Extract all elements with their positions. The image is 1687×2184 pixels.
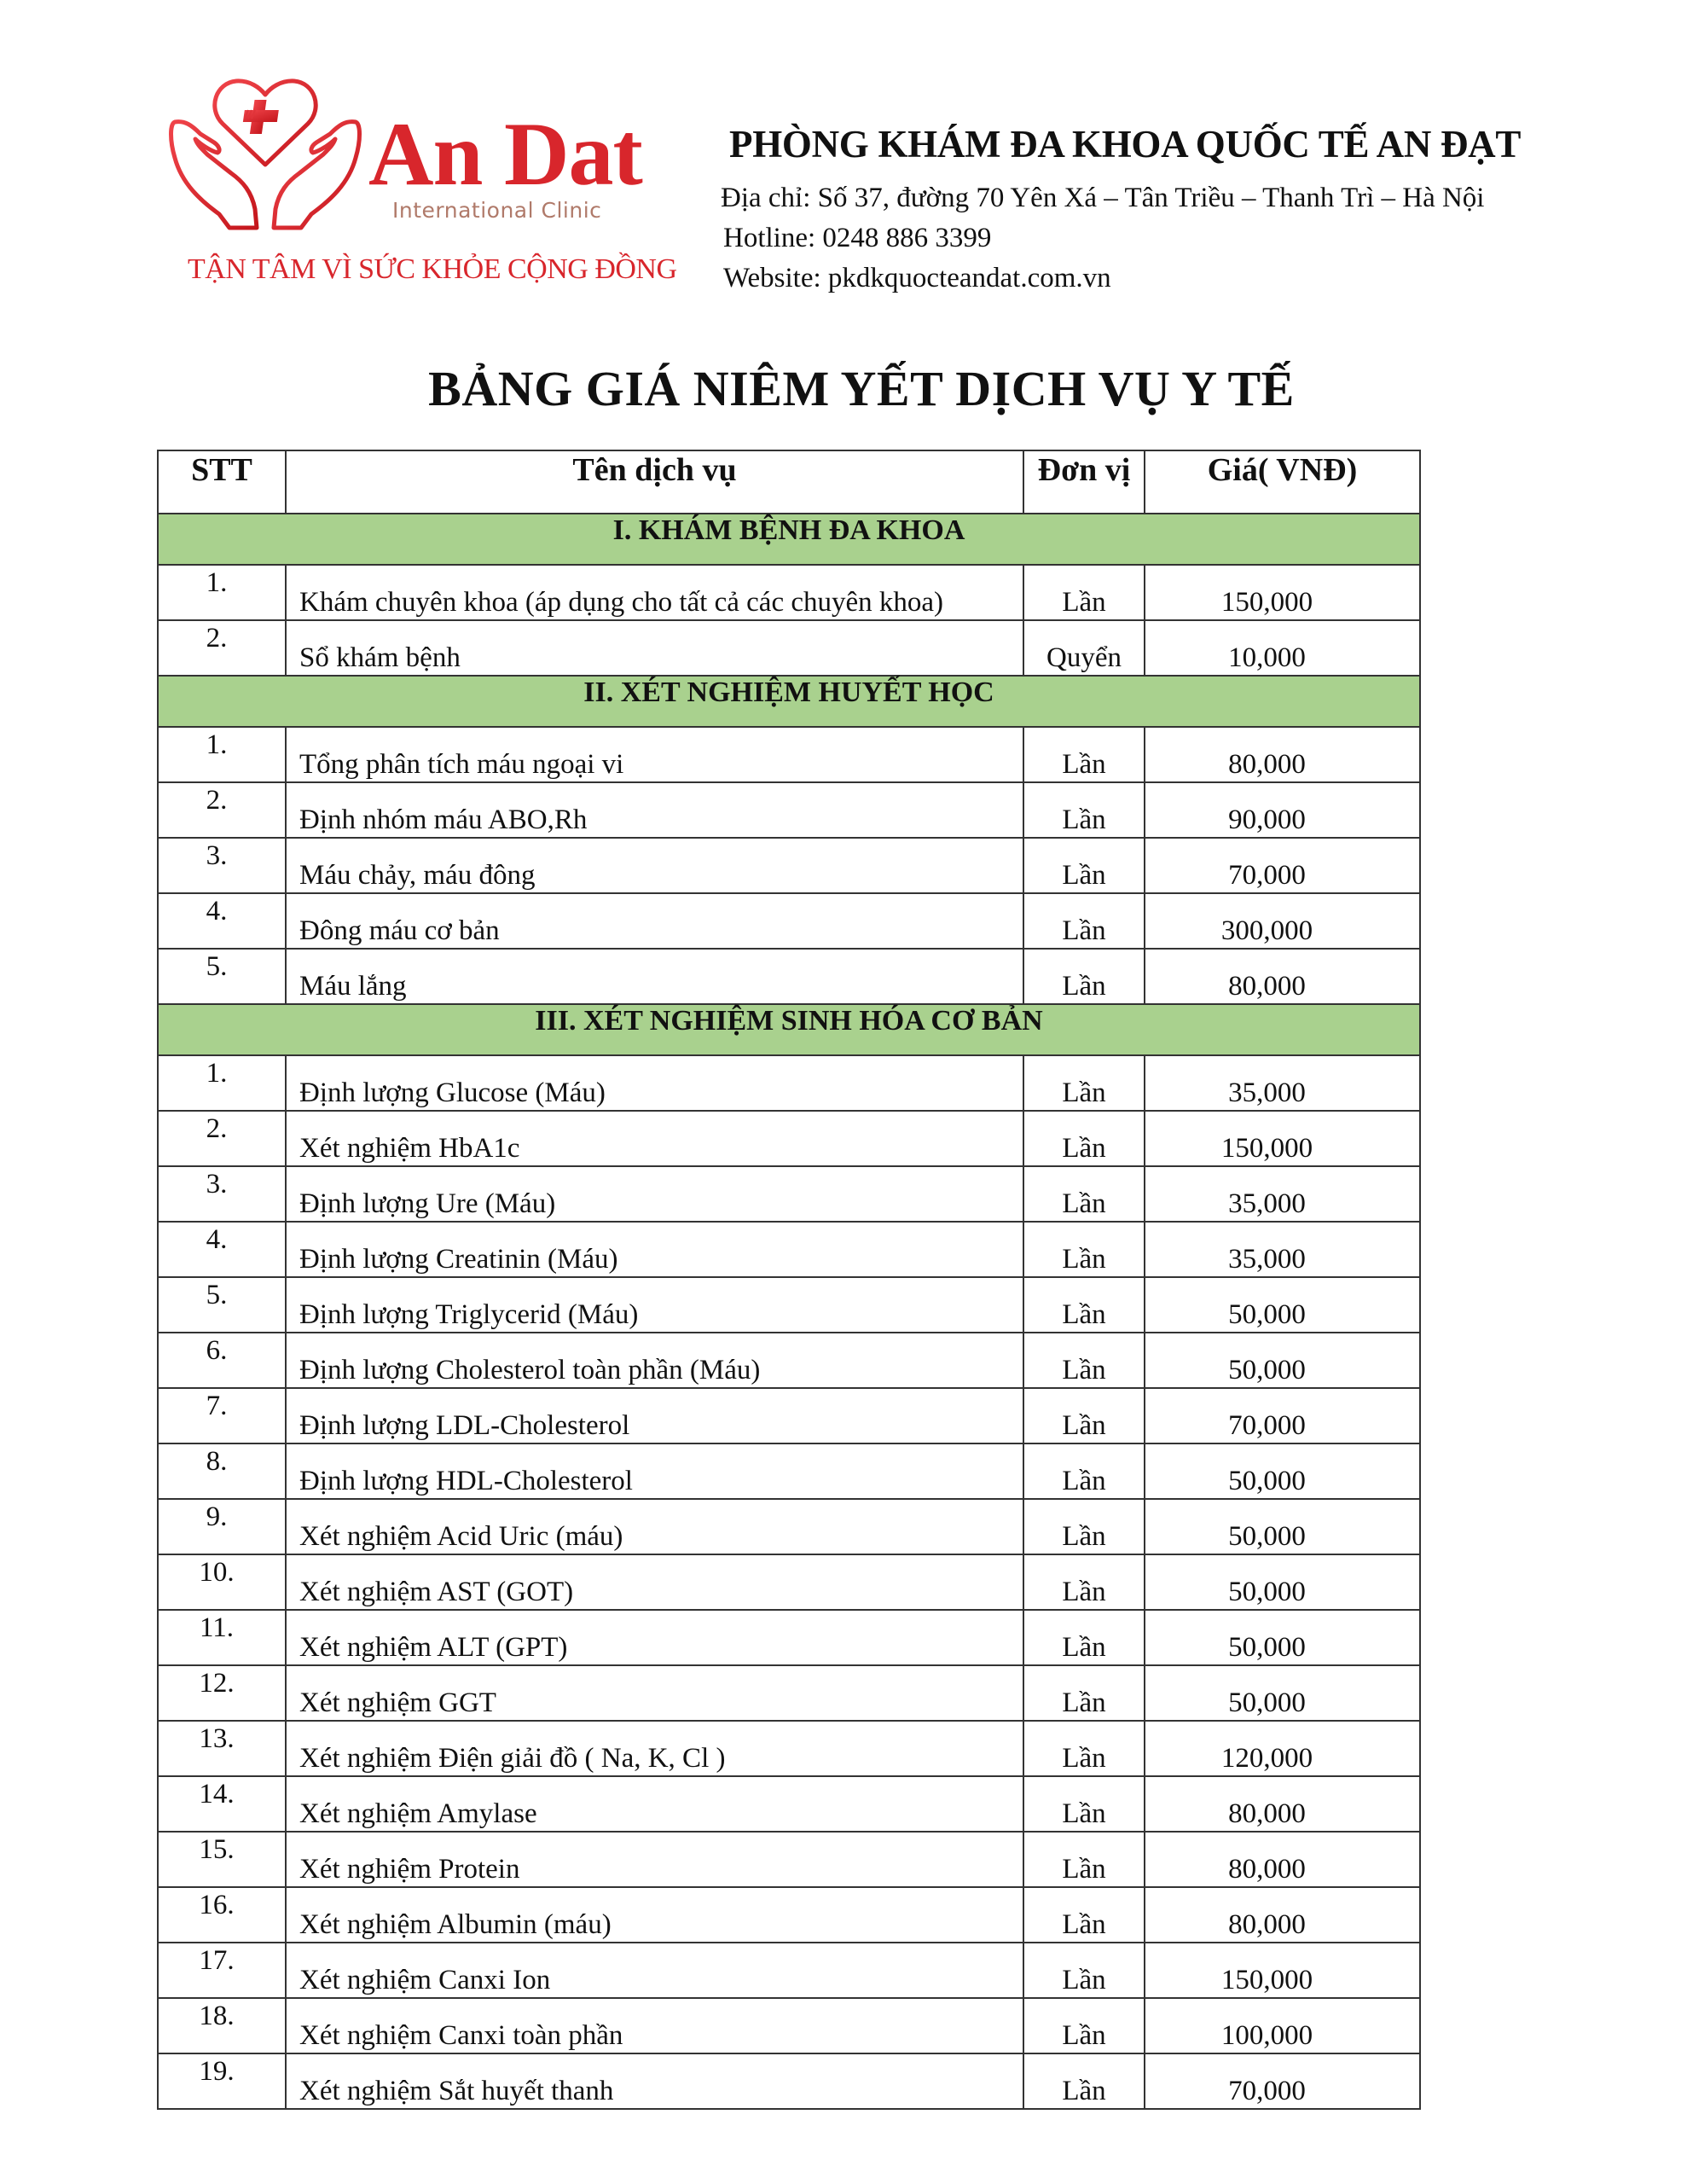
logo-hands-heart-icon [166, 73, 364, 236]
service-price: 90,000 [1228, 804, 1306, 835]
service-unit-cell [1023, 1443, 1145, 1499]
service-price-cell [1145, 1832, 1420, 1887]
price-table [157, 450, 1421, 2110]
row-number: 4. [206, 1224, 228, 1255]
service-unit-cell [1023, 1998, 1145, 2053]
service-unit: Lần [1062, 1410, 1106, 1441]
row-number-cell [158, 1943, 286, 1998]
service-name: Xét nghiệm Albumin (máu) [299, 1909, 612, 1940]
service-unit: Lần [1062, 860, 1106, 891]
service-price: 120,000 [1220, 1743, 1313, 1774]
service-name: Máu lắng [299, 971, 407, 1002]
service-price-cell [1145, 1333, 1420, 1388]
table-row [158, 727, 1420, 782]
service-name-cell [286, 1333, 1023, 1388]
row-number-cell [158, 949, 286, 1004]
service-price-cell [1145, 1887, 1420, 1943]
row-number-cell [158, 565, 286, 620]
table-row [158, 1665, 1420, 1721]
service-name: Xét nghiệm Acid Uric (máu) [299, 1521, 623, 1552]
service-price-cell [1145, 1222, 1420, 1277]
section-header-row [158, 514, 1420, 565]
service-unit-cell [1023, 1499, 1145, 1554]
row-number-cell [158, 782, 286, 838]
table-row [158, 1776, 1420, 1832]
service-name: Xét nghiệm HbA1c [299, 1133, 520, 1164]
service-name-cell [286, 1887, 1023, 1943]
service-unit-cell [1023, 1277, 1145, 1333]
service-unit: Lần [1062, 1244, 1106, 1275]
service-price: 80,000 [1228, 1798, 1306, 1829]
service-unit: Lần [1062, 1965, 1106, 1995]
service-name: Định lượng HDL-Cholesterol [299, 1466, 633, 1496]
row-number: 12. [199, 1668, 235, 1699]
clinic-name: PHÒNG KHÁM ĐA KHOA QUỐC TẾ AN ĐẠT [729, 123, 1522, 166]
service-name: Định nhóm máu ABO,Rh [299, 804, 588, 835]
service-price-cell [1145, 1610, 1420, 1665]
header-stt: STT [158, 450, 286, 514]
service-name: Xét nghiệm Điện giải đồ ( Na, K, Cl ) [299, 1743, 726, 1774]
row-number-cell [158, 1499, 286, 1554]
service-price-cell [1145, 1055, 1420, 1111]
service-unit-cell [1023, 620, 1145, 676]
service-name-cell [286, 727, 1023, 782]
row-number: 5. [206, 951, 228, 982]
service-name-cell [286, 893, 1023, 949]
service-unit-cell [1023, 893, 1145, 949]
service-price: 70,000 [1228, 1410, 1306, 1441]
row-number: 1. [206, 567, 228, 598]
table-row [158, 893, 1420, 949]
service-unit: Lần [1062, 587, 1106, 618]
service-name: Khám chuyên khoa (áp dụng cho tất cả các chuyên khoa) [299, 587, 944, 618]
service-name-cell [286, 1277, 1023, 1333]
service-price: 50,000 [1228, 1687, 1306, 1718]
header-service-name: Tên dịch vụ [286, 450, 1023, 514]
service-price-cell [1145, 838, 1420, 893]
service-name: Định lượng LDL-Cholesterol [299, 1410, 630, 1441]
service-unit-cell [1023, 1333, 1145, 1388]
heart-outline [215, 81, 316, 165]
row-number-cell [158, 1388, 286, 1443]
service-price: 150,000 [1220, 1133, 1313, 1164]
service-name: Máu chảy, máu đông [299, 860, 536, 891]
service-name: Định lượng Glucose (Máu) [299, 1077, 606, 1108]
service-price: 50,000 [1228, 1299, 1306, 1330]
service-price: 150,000 [1220, 1965, 1313, 1995]
service-name-cell [286, 838, 1023, 893]
service-unit: Quyển [1046, 642, 1122, 673]
row-number-cell [158, 1111, 286, 1166]
service-name-cell [286, 1166, 1023, 1222]
row-number: 16. [199, 1890, 235, 1920]
row-number: 13. [199, 1723, 235, 1754]
row-number: 11. [199, 1612, 235, 1643]
header-price: Giá( VNĐ) [1145, 450, 1420, 514]
section-header-row [158, 676, 1420, 727]
service-unit: Lần [1062, 804, 1106, 835]
service-price-cell [1145, 1998, 1420, 2053]
service-price-cell [1145, 1665, 1420, 1721]
row-number-cell [158, 838, 286, 893]
service-price-cell [1145, 620, 1420, 676]
service-unit: Lần [1062, 1521, 1106, 1552]
service-unit-cell [1023, 1388, 1145, 1443]
service-name: Xét nghiệm ALT (GPT) [299, 1632, 568, 1663]
service-name-cell [286, 1055, 1023, 1111]
service-unit-cell [1023, 1111, 1145, 1166]
service-name: Xét nghiệm Canxi Ion [299, 1965, 551, 1995]
row-number-cell [158, 727, 286, 782]
service-name: Xét nghiệm Amylase [299, 1798, 537, 1829]
service-name-cell [286, 1943, 1023, 1998]
service-name: Xét nghiệm Protein [299, 1854, 520, 1885]
service-price: 50,000 [1228, 1632, 1306, 1663]
table-row [158, 1166, 1420, 1222]
row-number: 2. [206, 1113, 228, 1144]
row-number-cell [158, 1776, 286, 1832]
service-price-cell [1145, 727, 1420, 782]
table-row [158, 1998, 1420, 2053]
service-price: 50,000 [1228, 1577, 1306, 1607]
row-number-cell [158, 1998, 286, 2053]
service-price-cell [1145, 1499, 1420, 1554]
service-unit: Lần [1062, 971, 1106, 1002]
row-number-cell [158, 1277, 286, 1333]
row-number-cell [158, 1665, 286, 1721]
service-unit: Lần [1062, 1466, 1106, 1496]
service-price: 35,000 [1228, 1188, 1306, 1219]
service-name-cell [286, 1111, 1023, 1166]
service-name-cell [286, 2053, 1023, 2109]
row-number: 3. [206, 1169, 228, 1199]
service-unit-cell [1023, 1222, 1145, 1277]
table-row [158, 2053, 1420, 2109]
service-unit: Lần [1062, 1798, 1106, 1829]
service-unit: Lần [1062, 1577, 1106, 1607]
clinic-address: Địa chỉ: Số 37, đường 70 Yên Xá – Tân Triều – Thanh Trì – Hà Nội [721, 183, 1485, 213]
service-unit: Lần [1062, 1909, 1106, 1940]
service-price-cell [1145, 1554, 1420, 1610]
table-row [158, 1111, 1420, 1166]
service-name-cell [286, 782, 1023, 838]
service-unit-cell [1023, 2053, 1145, 2109]
service-name-cell [286, 1665, 1023, 1721]
service-price: 50,000 [1228, 1355, 1306, 1385]
service-name-cell [286, 1776, 1023, 1832]
service-unit-cell [1023, 1943, 1145, 1998]
service-price-cell [1145, 2053, 1420, 2109]
service-price: 300,000 [1220, 915, 1313, 946]
table-row [158, 1887, 1420, 1943]
clinic-website: Website: pkdkquocteandat.com.vn [723, 263, 1111, 293]
service-name: Định lượng Triglycerid (Máu) [299, 1299, 639, 1330]
row-number-cell [158, 1832, 286, 1887]
service-price: 80,000 [1228, 1909, 1306, 1940]
row-number: 2. [206, 785, 228, 816]
service-unit-cell [1023, 1554, 1145, 1610]
service-price-cell [1145, 1776, 1420, 1832]
service-name-cell [286, 1610, 1023, 1665]
service-name-cell [286, 1721, 1023, 1776]
row-number-cell [158, 1333, 286, 1388]
row-number-cell [158, 2053, 286, 2109]
service-unit: Lần [1062, 1355, 1106, 1385]
service-unit: Lần [1062, 1188, 1106, 1219]
service-price-cell [1145, 1388, 1420, 1443]
row-number: 9. [206, 1502, 228, 1532]
table-row [158, 1443, 1420, 1499]
service-name: Định lượng Cholesterol toàn phần (Máu) [299, 1355, 761, 1385]
row-number: 15. [199, 1834, 235, 1865]
service-price: 10,000 [1228, 642, 1306, 673]
table-row [158, 838, 1420, 893]
row-number: 8. [206, 1446, 228, 1477]
table-row [158, 1499, 1420, 1554]
table-row [158, 1333, 1420, 1388]
table-row [158, 565, 1420, 620]
service-price-cell [1145, 1166, 1420, 1222]
row-number-cell [158, 1443, 286, 1499]
service-unit: Lần [1062, 1077, 1106, 1108]
row-number: 3. [206, 840, 228, 871]
service-name: Xét nghiệm GGT [299, 1687, 496, 1718]
service-price: 50,000 [1228, 1521, 1306, 1552]
service-name: Đông máu cơ bản [299, 915, 500, 946]
table-body [158, 514, 1420, 2109]
service-name-cell [286, 1499, 1023, 1554]
service-price-cell [1145, 1943, 1420, 1998]
service-unit-cell [1023, 1887, 1145, 1943]
row-number: 2. [206, 623, 228, 653]
service-price-cell [1145, 782, 1420, 838]
service-unit: Lần [1062, 1743, 1106, 1774]
row-number-cell [158, 1610, 286, 1665]
service-name-cell [286, 620, 1023, 676]
row-number: 4. [206, 896, 228, 926]
table-row [158, 1832, 1420, 1887]
section-title: I. KHÁM BỆNH ĐA KHOA [158, 514, 1420, 565]
service-unit-cell [1023, 949, 1145, 1004]
service-name-cell [286, 565, 1023, 620]
table-row [158, 1277, 1420, 1333]
service-name: Xét nghiệm Canxi toàn phần [299, 2020, 623, 2051]
service-name-cell [286, 1998, 1023, 2053]
service-price-cell [1145, 565, 1420, 620]
service-unit-cell [1023, 838, 1145, 893]
service-unit: Lần [1062, 1687, 1106, 1718]
service-name: Sổ khám bệnh [299, 642, 461, 673]
service-name: Định lượng Ure (Máu) [299, 1188, 556, 1219]
brand-tagline: TẬN TÂM VÌ SỨC KHỎE CỘNG ĐỒNG [188, 253, 677, 285]
table-header-row [158, 450, 1420, 514]
clinic-hotline: Hotline: 0248 886 3399 [723, 223, 992, 253]
service-price: 35,000 [1228, 1244, 1306, 1275]
row-number-cell [158, 1554, 286, 1610]
section-title: III. XÉT NGHIỆM SINH HÓA CƠ BẢN [158, 1004, 1420, 1055]
service-name-cell [286, 1554, 1023, 1610]
table-row [158, 1610, 1420, 1665]
service-unit-cell [1023, 565, 1145, 620]
row-number: 5. [206, 1280, 228, 1310]
service-name-cell [286, 1443, 1023, 1499]
service-price: 80,000 [1228, 971, 1306, 1002]
table-row [158, 949, 1420, 1004]
service-unit: Lần [1062, 2076, 1106, 2106]
service-unit: Lần [1062, 2020, 1106, 2051]
service-unit-cell [1023, 1776, 1145, 1832]
service-price-cell [1145, 1277, 1420, 1333]
service-name: Xét nghiệm AST (GOT) [299, 1577, 574, 1607]
row-number-cell [158, 893, 286, 949]
service-price-cell [1145, 1721, 1420, 1776]
service-price: 100,000 [1220, 2020, 1313, 2051]
row-number-cell [158, 620, 286, 676]
row-number: 10. [199, 1557, 235, 1588]
row-number-cell [158, 1222, 286, 1277]
service-unit-cell [1023, 1721, 1145, 1776]
service-unit-cell [1023, 1832, 1145, 1887]
service-price: 80,000 [1228, 1854, 1306, 1885]
table-row [158, 1055, 1420, 1111]
table-row [158, 782, 1420, 838]
service-name-cell [286, 1832, 1023, 1887]
service-unit-cell [1023, 1055, 1145, 1111]
table-row [158, 620, 1420, 676]
service-unit: Lần [1062, 915, 1106, 946]
page-title: BẢNG GIÁ NIÊM YẾT DỊCH VỤ Y TẾ [428, 361, 1295, 416]
service-name-cell [286, 1222, 1023, 1277]
row-number: 6. [206, 1335, 228, 1366]
row-number-cell [158, 1166, 286, 1222]
service-price: 80,000 [1228, 749, 1306, 780]
service-name-cell [286, 1388, 1023, 1443]
row-number: 19. [199, 2056, 235, 2087]
service-price: 35,000 [1228, 1077, 1306, 1108]
service-name: Định lượng Creatinin (Máu) [299, 1244, 618, 1275]
service-unit: Lần [1062, 1133, 1106, 1164]
service-unit: Lần [1062, 1632, 1106, 1663]
table-row [158, 1721, 1420, 1776]
row-number-cell [158, 1887, 286, 1943]
service-price: 70,000 [1228, 860, 1306, 891]
service-price: 70,000 [1228, 2076, 1306, 2106]
brand-subtitle: International Clinic [392, 198, 602, 223]
service-price: 50,000 [1228, 1466, 1306, 1496]
row-number: 7. [206, 1391, 228, 1421]
row-number: 18. [199, 2001, 235, 2031]
service-unit-cell [1023, 1610, 1145, 1665]
table-row [158, 1222, 1420, 1277]
row-number-cell [158, 1055, 286, 1111]
row-number: 17. [199, 1945, 235, 1976]
service-name: Xét nghiệm Sắt huyết thanh [299, 2076, 614, 2106]
row-number: 14. [199, 1779, 235, 1809]
table-row [158, 1388, 1420, 1443]
service-unit-cell [1023, 782, 1145, 838]
service-name: Tổng phân tích máu ngoại vi [299, 749, 624, 780]
service-unit-cell [1023, 727, 1145, 782]
section-header-row [158, 1004, 1420, 1055]
section-title: II. XÉT NGHIỆM HUYẾT HỌC [158, 676, 1420, 727]
row-number: 1. [206, 729, 228, 760]
service-unit-cell [1023, 1665, 1145, 1721]
service-price-cell [1145, 949, 1420, 1004]
row-number-cell [158, 1721, 286, 1776]
header-unit: Đơn vị [1023, 450, 1145, 514]
service-name-cell [286, 949, 1023, 1004]
service-price-cell [1145, 1443, 1420, 1499]
service-price-cell [1145, 893, 1420, 949]
service-unit: Lần [1062, 1854, 1106, 1885]
service-unit: Lần [1062, 749, 1106, 780]
brand-name: An Dat [368, 104, 642, 204]
service-price: 150,000 [1220, 587, 1313, 618]
row-number: 1. [206, 1058, 228, 1089]
table-row [158, 1943, 1420, 1998]
table-row [158, 1554, 1420, 1610]
service-unit: Lần [1062, 1299, 1106, 1330]
service-unit-cell [1023, 1166, 1145, 1222]
service-price-cell [1145, 1111, 1420, 1166]
